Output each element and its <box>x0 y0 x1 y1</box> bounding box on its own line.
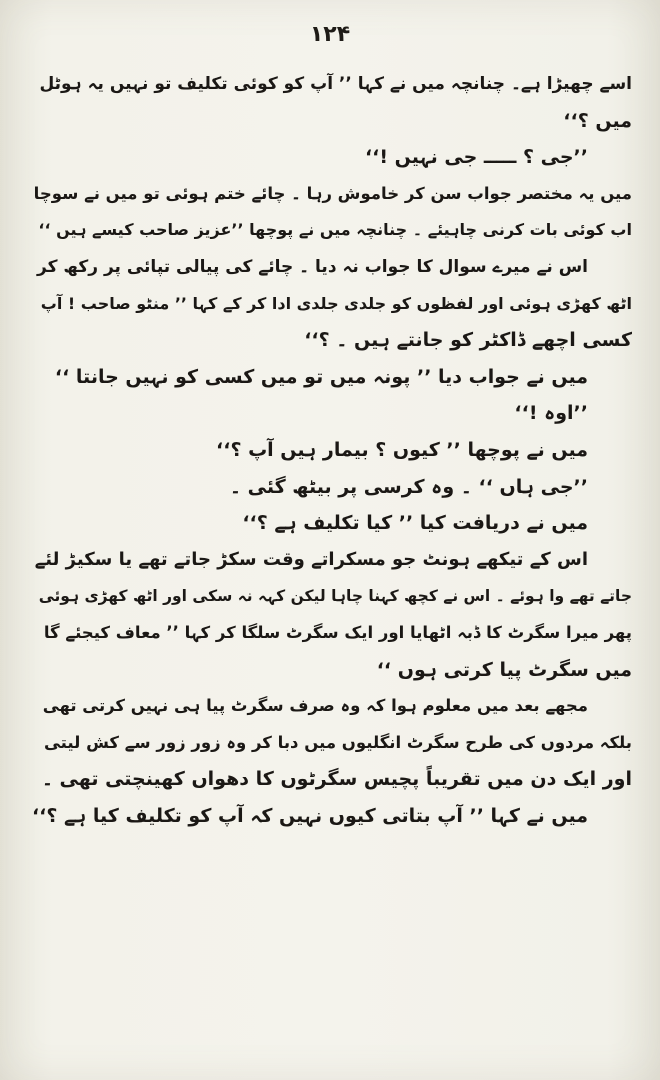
text-line: میں نے دریافت کیا ’’ کیا تکلیف ہے ؟‘‘ <box>242 512 588 535</box>
body-text <box>30 66 632 834</box>
text-line: میں نے پوچھا ’’ کیوں ؟ بیمار ہیں آپ ؟‘‘ <box>216 438 588 461</box>
text-line: میں سگرٹ پیا کرتی ہوں ‘‘ <box>376 658 632 681</box>
text-line: اور ایک دن میں تقریباً پچیس سگرٹوں کا دھواں کھینچتی تھی ۔ <box>41 768 632 791</box>
text-line: پھر میرا سگرٹ کا ڈبہ اٹھایا اور ایک سگرٹ سلگا کر کہا ’’ معاف کیجئے گا <box>43 622 632 642</box>
text-line: اٹھ کھڑی ہوئی اور لفظوں کو جلدی جلدی ادا کر کے کہا ’’ منٹو صاحب ! آپ <box>40 293 632 313</box>
text-line: اس کے تیکھے ہونٹ جو مسکراتے وقت سکڑ جاتے تھے یا سکیڑ لئے <box>34 548 588 570</box>
text-line: مجھے بعد میں معلوم ہوا کہ وہ صرف سگرٹ پیا ہی نہیں کرتی تھی <box>42 696 588 716</box>
text-line: میں یہ مختصر جواب سن کر خاموش رہا ۔ چائے ختم ہوئی تو میں نے سوچا <box>33 183 632 203</box>
text-line: جاتے تھے وا ہوئے ۔ اس نے کچھ کہنا چاہا لیکن کہہ نہ سکی اور اٹھ کھڑی ہوئی <box>38 587 632 606</box>
text-line: ’’اوہ !‘‘ <box>514 402 588 425</box>
text-line: ’’جی ہاں ‘‘ ۔ وہ کرسی پر بیٹھ گئی ۔ <box>229 475 588 498</box>
text-line: کسی اچھے ڈاکٹر کو جانتے ہیں ۔ ؟‘‘ <box>304 329 632 352</box>
page-number: ۱۲۴ <box>309 22 351 47</box>
text-line: میں نے جواب دیا ’’ پونہ میں تو میں کسی کو نہیں جانتا ‘‘ <box>54 365 588 388</box>
text-line: بلکہ مردوں کی طرح سگرٹ انگلیوں میں دبا کر وہ زور زور سے کش لیتی <box>43 732 632 752</box>
text-line: اس نے میرے سوال کا جواب نہ دیا ۔ چائے کی پیالی تپائی پر رکھ کر <box>37 256 588 277</box>
text-line: اب کوئی بات کرنی چاہیئے ۔ چنانچہ میں نے پوچھا ’’عزیز صاحب کیسے ہیں ‘‘ <box>38 220 632 240</box>
text-line: میں ؟‘‘ <box>563 109 632 132</box>
text-line: ’’جی ؟ ـــــ جی نہیں !‘‘ <box>364 146 588 169</box>
text-line: میں نے کہا ’’ آپ بتاتی کیوں نہیں کہ آپ کو تکلیف کیا ہے ؟‘‘ <box>31 804 588 827</box>
text-line: اسے چھیڑا ہے۔ چنانچہ میں نے کہا ’’ آپ کو کوئی تکلیف تو نہیں یہ ہوٹل <box>39 74 632 94</box>
